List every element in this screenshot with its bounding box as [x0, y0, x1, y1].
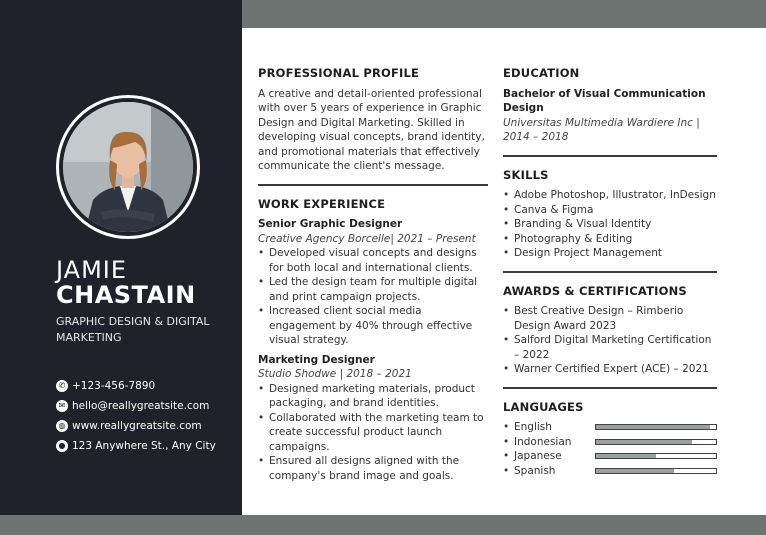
phone-icon: ✆	[56, 380, 68, 392]
job-entry	[258, 217, 488, 348]
job-bullet: • Collaborated with the marketing team to create successful product launch campaigns.	[258, 411, 488, 455]
language-level-bar	[595, 453, 717, 459]
language-name: • Japanese	[503, 449, 562, 464]
award-item: • Warner Certified Expert (ACE) – 2021	[503, 362, 717, 377]
top-accent-bar	[242, 0, 766, 28]
job-bullet: • Designed marketing materials, product packaging, and brand identities.	[258, 382, 488, 411]
language-level-bar	[595, 424, 717, 430]
contact-address-text: 123 Anywhere St., Any City	[72, 440, 216, 452]
language-level-fill	[596, 469, 674, 473]
language-level-bar	[595, 439, 717, 445]
job-company: Creative Agency Borcelle| 2021 – Present	[258, 232, 476, 245]
languages-list	[503, 420, 717, 478]
awards-list	[503, 304, 717, 377]
profile-photo	[63, 102, 193, 232]
skill-item: • Canva & Figma	[503, 203, 717, 218]
job-role: GRAPHIC DESIGN & DIGITAL MARKETING	[56, 315, 210, 344]
email-icon: ✉	[56, 400, 68, 412]
job-bullet: • Led the design team for multiple digital and print campaign projects.	[258, 275, 488, 304]
language-name: • Spanish	[503, 464, 555, 479]
location-icon: ●	[56, 440, 68, 452]
skills-list	[503, 188, 717, 261]
job-bullet: • Developed visual concepts and designs for both local and international clients.	[258, 246, 488, 275]
professional-profile-text: A creative and detail-oriented professional with over 5 years of experience in Graphic Design and Digital Marketing. Skilled in developing visual concepts, brand identity, and promotional materials that effectively communicate the client's message.	[258, 87, 485, 172]
language-level-fill	[596, 454, 656, 458]
skill-item: • Adobe Photoshop, Illustrator, InDesign	[503, 188, 717, 203]
job-company: Studio Shodwe | 2018 – 2021	[258, 368, 412, 380]
language-item	[503, 449, 717, 464]
language-level-bar	[595, 468, 717, 474]
section-divider	[503, 155, 717, 157]
professional-profile-heading: PROFESSIONAL PROFILE	[258, 66, 420, 80]
contact-address	[56, 436, 216, 456]
contact-email[interactable]	[56, 396, 216, 416]
section-divider	[503, 271, 717, 273]
job-entry	[258, 353, 488, 484]
education-degree: Bachelor of Visual Communication Design	[503, 87, 706, 114]
education-heading: EDUCATION	[503, 66, 580, 80]
languages-heading: LANGUAGES	[503, 399, 584, 414]
award-item: • Best Creative Design – Rimberio Design Award 2023	[503, 304, 717, 333]
section-divider	[503, 387, 717, 389]
contact-website[interactable]	[56, 416, 216, 436]
language-level-fill	[596, 440, 692, 444]
skills-heading: SKILLS	[503, 167, 549, 182]
language-item	[503, 435, 717, 450]
globe-icon: ◍	[56, 420, 68, 432]
skill-item: • Design Project Management	[503, 246, 717, 261]
last-name: CHASTAIN	[56, 281, 196, 309]
skill-item: • Photography & Editing	[503, 232, 717, 247]
first-name: JAMIE	[56, 256, 128, 284]
language-level-fill	[596, 425, 710, 429]
contact-phone-text: +123-456-7890	[72, 380, 156, 392]
job-bullets	[258, 382, 488, 484]
contact-phone[interactable]	[56, 376, 216, 396]
job-bullet: • Ensured all designs aligned with the company's brand image and goals.	[258, 454, 488, 483]
job-bullet: • Increased client social media engagement by 40% through effective visual strategy.	[258, 304, 488, 348]
language-name: • English	[503, 420, 552, 435]
right-column	[503, 66, 717, 478]
job-title: Senior Graphic Designer	[258, 218, 403, 230]
language-name: • Indonesian	[503, 435, 571, 450]
language-item	[503, 420, 717, 435]
profile-photo-frame	[56, 95, 200, 239]
section-divider	[258, 184, 488, 186]
left-column	[258, 66, 488, 483]
awards-heading: AWARDS & CERTIFICATIONS	[503, 283, 687, 298]
bottom-accent-bar	[0, 515, 766, 535]
job-bullets	[258, 246, 488, 348]
award-item: • Salford Digital Marketing Certification – 2022	[503, 333, 717, 362]
job-title: Marketing Designer	[258, 353, 375, 366]
skill-item: • Branding & Visual Identity	[503, 217, 717, 232]
contact-website-text: www.reallygreatsite.com	[72, 420, 202, 432]
work-experience-heading: WORK EXPERIENCE	[258, 196, 386, 211]
sidebar	[0, 0, 242, 515]
contact-list	[56, 376, 216, 456]
contact-email-text: hello@reallygreatsite.com	[72, 400, 210, 412]
education-school: Universitas Multimedia Wardiere Inc | 2014 – 2018	[503, 116, 700, 143]
language-item	[503, 464, 717, 479]
